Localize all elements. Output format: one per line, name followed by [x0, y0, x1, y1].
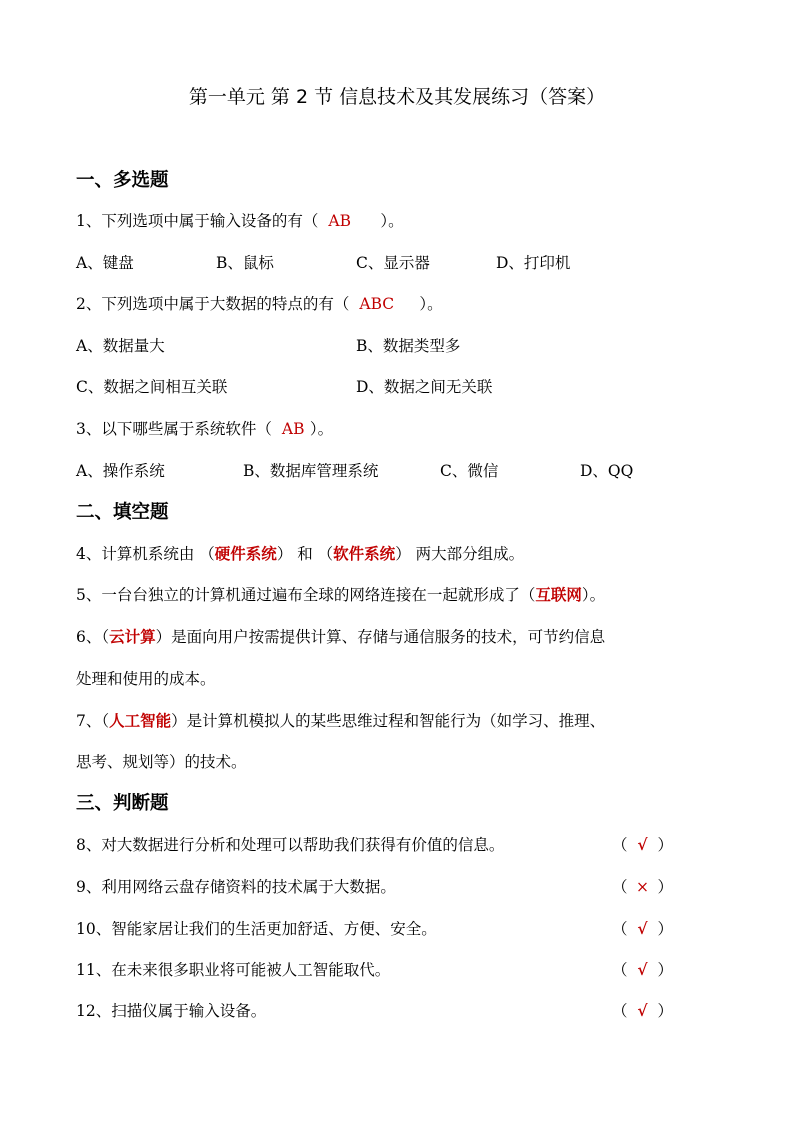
paren-close: ）	[657, 878, 674, 896]
question-3-text: 3、以下哪些属于系统软件（	[76, 420, 272, 438]
check-mark-icon: √	[637, 960, 648, 979]
question-5	[76, 583, 605, 607]
question-1-answer: AB	[328, 212, 351, 230]
check-mark-icon: √	[637, 919, 648, 938]
question-7-line-2: 思考、规划等）的技术。	[76, 753, 247, 771]
option-1a: A、键盘	[76, 254, 134, 272]
check-mark-icon: √	[637, 1001, 648, 1020]
question-3	[76, 417, 333, 441]
question-5-answer: 互联网	[535, 585, 582, 604]
option-1d: D、打印机	[496, 254, 571, 272]
option-2d: D、数据之间无关联	[356, 378, 493, 396]
option-2b: B、数据类型多	[356, 337, 461, 355]
question-2-answer: ABC	[359, 295, 395, 313]
judge-answer-8	[612, 833, 673, 857]
paren-close: ）	[657, 961, 674, 979]
judge-item-10: 10、智能家居让我们的生活更加舒适、方便、安全。	[76, 920, 437, 938]
question-1-text: 1、下列选项中属于输入设备的有（	[76, 212, 319, 230]
question-7-answer: 人工智能	[109, 711, 172, 730]
judge-answer-10	[612, 917, 673, 941]
question-7-open: 7、（	[76, 712, 110, 730]
option-1b: B、鼠标	[216, 254, 274, 272]
question-7	[76, 709, 605, 733]
option-2a: A、数据量大	[76, 337, 165, 355]
question-6-line-2: 处理和使用的成本。	[76, 670, 216, 688]
judge-answer-12	[612, 999, 673, 1023]
option-3b: B、数据库管理系统	[243, 462, 379, 480]
judge-answer-11	[612, 958, 673, 982]
check-mark-icon: √	[637, 835, 648, 854]
question-4-answer-1: 硬件系统	[214, 544, 277, 563]
paren-close: ）	[657, 1002, 674, 1020]
question-3-answer: AB	[281, 420, 305, 438]
question-1-close: ）。	[380, 212, 404, 230]
question-6	[76, 625, 605, 649]
paren-open: （	[612, 878, 628, 896]
section-heading-fill-blank: 二、填空题	[76, 502, 169, 523]
section-heading-true-false: 三、判断题	[76, 793, 169, 814]
question-5-close: ）。	[581, 586, 606, 604]
question-6-open: 6、（	[76, 628, 110, 646]
option-3c: C、微信	[440, 462, 499, 480]
judge-item-11: 11、在未来很多职业将可能被人工智能取代。	[76, 961, 391, 979]
paren-close: ）	[657, 920, 674, 938]
question-7-text: ）是计算机模拟人的某些思维过程和智能行为（如学习、推理、	[171, 712, 606, 730]
paren-close: ）	[657, 836, 674, 854]
paren-open: （	[612, 836, 628, 854]
page-title: 第一单元 第 2 节 信息技术及其发展练习（答案）	[188, 86, 606, 108]
option-3a: A、操作系统	[76, 462, 165, 480]
judge-item-8: 8、对大数据进行分析和处理可以帮助我们获得有价值的信息。	[76, 836, 505, 854]
section-heading-multiple-choice: 一、多选题	[76, 170, 169, 191]
question-6-answer: 云计算	[109, 627, 156, 646]
judge-answer-9	[612, 875, 673, 899]
question-4-close: ） 两大部分组成。	[395, 545, 525, 563]
question-1	[76, 209, 404, 233]
option-3d: D、QQ	[580, 462, 634, 480]
question-4-text: 4、计算机系统由 （	[76, 545, 215, 563]
paren-open: （	[612, 920, 628, 938]
question-2	[76, 292, 443, 316]
question-6-text: ）是面向用户按需提供计算、存储与通信服务的技术，可节约信息	[155, 628, 606, 646]
question-2-close: ）。	[419, 295, 443, 313]
question-5-text: 5、一台台独立的计算机通过遍布全球的网络连接在一起就形成了（	[76, 586, 536, 604]
cross-mark-icon: ×	[636, 878, 650, 896]
question-4-answer-2: 软件系统	[333, 544, 396, 563]
option-2c: C、数据之间相互关联	[76, 378, 228, 396]
judge-item-9: 9、利用网络云盘存储资料的技术属于大数据。	[76, 878, 396, 896]
question-4	[76, 542, 524, 566]
option-1c: C、显示器	[356, 254, 430, 272]
judge-item-12: 12、扫描仪属于输入设备。	[76, 1002, 267, 1020]
question-2-text: 2、下列选项中属于大数据的特点的有（	[76, 295, 350, 313]
paren-open: （	[612, 1002, 628, 1020]
question-4-mid: ） 和 （	[276, 545, 334, 563]
paren-open: （	[612, 961, 628, 979]
question-3-close: ）。	[309, 420, 334, 438]
